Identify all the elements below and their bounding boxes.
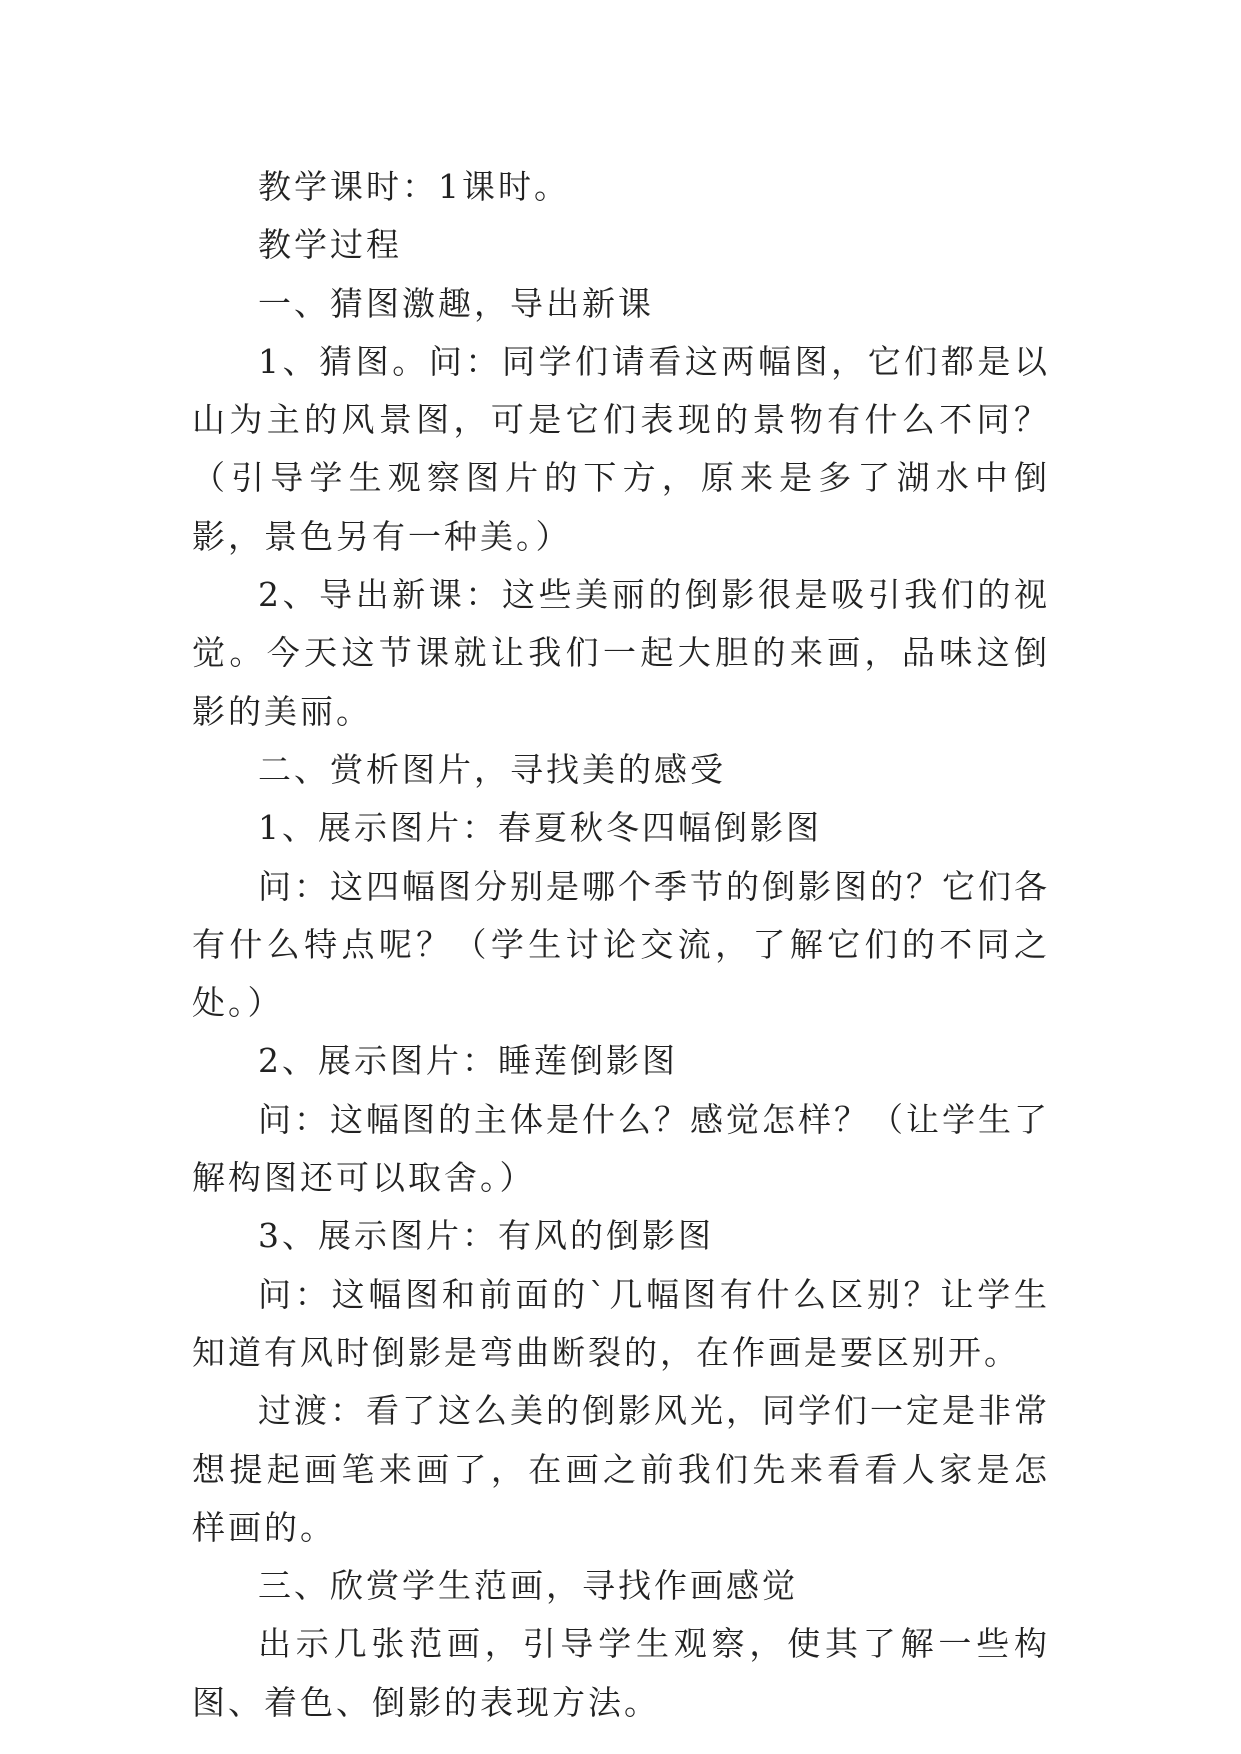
paragraph-show-water-lily: 2、展示图片：睡莲倒影图 — [258, 1041, 678, 1081]
document-body — [192, 158, 1050, 1732]
paragraph-guess-picture: 1、猜图。问：同学们请看这两幅图，它们都是以山为主的风景图，可是它们表现的景物有什么不同？（引导学生观察图片的下方，原来是多了湖水中倒影，景色另有一种美。） — [192, 341, 1050, 556]
paragraph-windy-question: 问：这幅图和前面的`几幅图有什么区别？让学生知道有风时倒影是弯曲断裂的，在作画是要区别开。 — [192, 1274, 1050, 1372]
paragraph-water-lily-question: 问：这幅图的主体是什么？感觉怎样？（让学生了解构图还可以取舍。） — [192, 1099, 1050, 1198]
paragraph-section-two-heading: 二、赏析图片，寻找美的感受 — [258, 749, 726, 789]
paragraph-teaching-process-heading: 教学过程 — [258, 225, 402, 265]
paragraph-transition: 过渡：看了这么美的倒影风光，同学们一定是非常想提起画笔来画了，在画之前我们先来看看人家是怎样画的。 — [192, 1391, 1050, 1547]
paragraph-four-seasons-question: 问：这四幅图分别是哪个季节的倒影图的？它们各有什么特点呢？（学生讨论交流，了解它们的不同之处。） — [192, 866, 1050, 1023]
paragraph-class-hours: 教学课时：1课时。 — [258, 167, 570, 206]
paragraph-show-sample-drawings: 出示几张范画，引导学生观察，使其了解一些构图、着色、倒影的表现方法。 — [192, 1624, 1050, 1722]
paragraph-show-four-seasons: 1、展示图片：春夏秋冬四幅倒影图 — [258, 808, 822, 848]
paragraph-section-three-heading: 三、欣赏学生范画，寻找作画感觉 — [258, 1566, 798, 1606]
paragraph-show-windy-reflection: 3、展示图片：有风的倒影图 — [258, 1216, 714, 1256]
paragraph-section-one-heading: 一、猜图激趣，导出新课 — [258, 283, 654, 323]
paragraph-introduce-lesson: 2、导出新课：这些美丽的倒影很是吸引我们的视觉。今天这节课就让我们一起大胆的来画，品味这倒影的美丽。 — [192, 575, 1050, 731]
